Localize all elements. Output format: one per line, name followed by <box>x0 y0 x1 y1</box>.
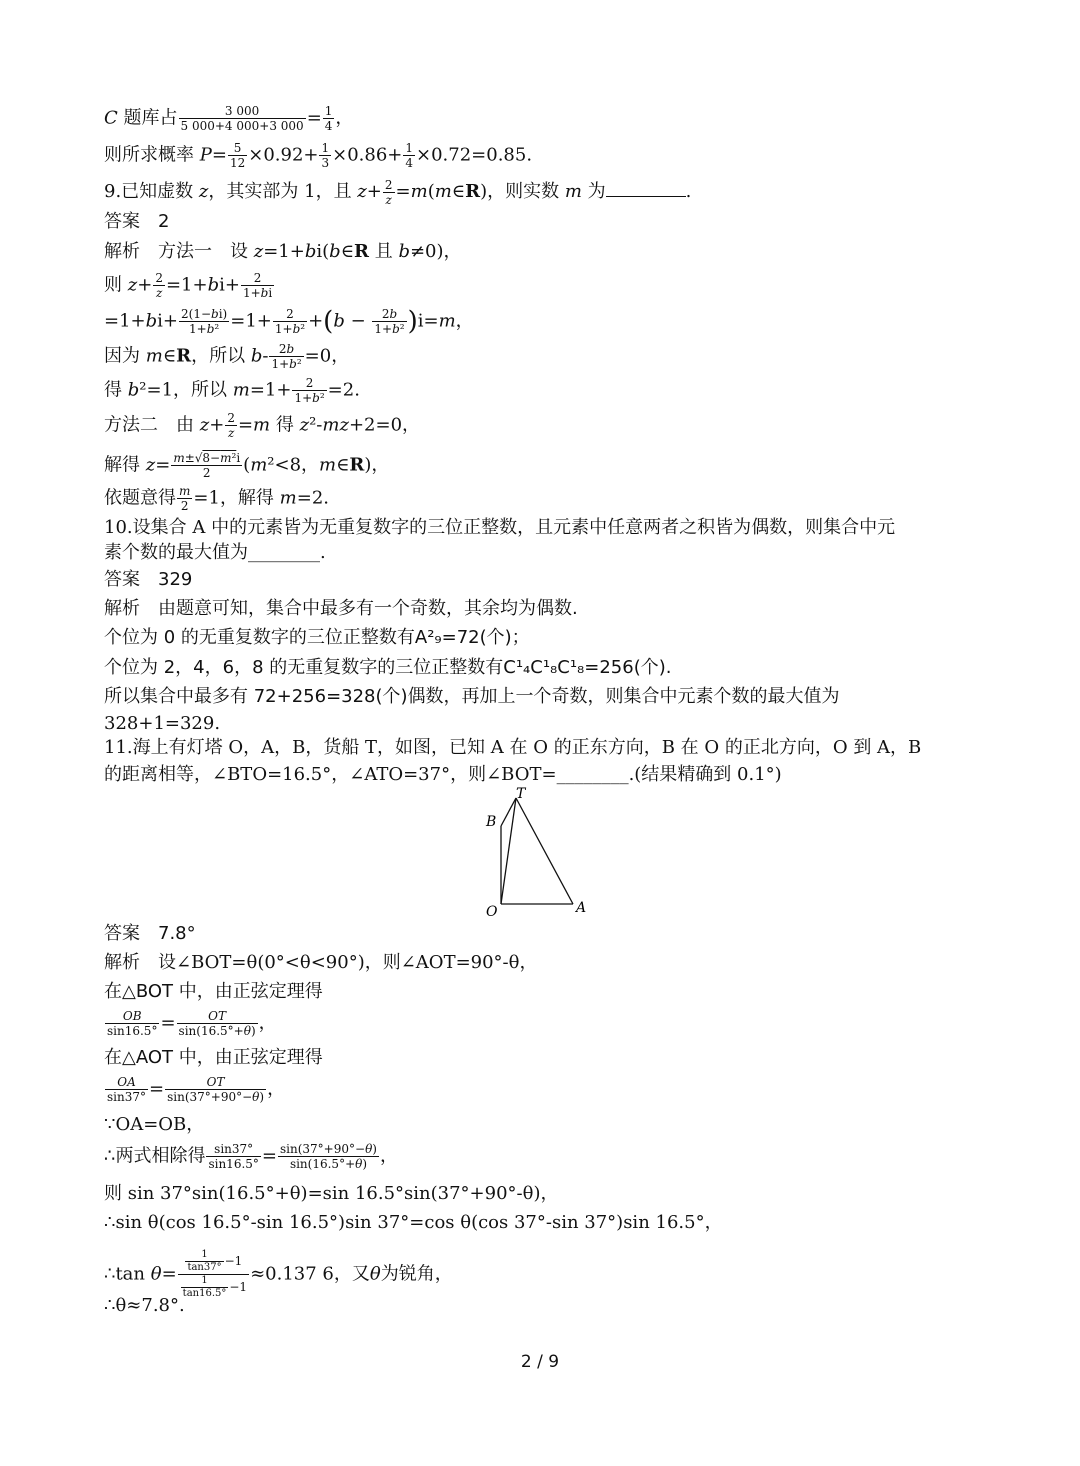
line-26: $\frac{OB}{\sin 16.5^\circ}$ = $\frac{OT}{\sin(16.5^\circ+\theta)}$ ， <box>107 1009 277 1038</box>
line-14 <box>104 541 326 565</box>
line-16 <box>104 597 578 621</box>
line-13 <box>104 516 895 540</box>
line-22-text: 的距离相等，∠BTO=16.5°，∠ATO=37°，则∠BOT=________.(结果精确到 0.1°) <box>104 764 782 785</box>
line-2: 则所求概率 P= $\frac{5}{12}$ ×0.92+ $\frac{1}{3}$ ×0.86+ $\frac{1}{4}$ ×0.72=0.85. <box>104 141 533 170</box>
line-31 <box>104 1182 558 1206</box>
line-24-text: 解析 设∠BOT=θ(0°<θ<90°)，则∠AOT=90°-θ， <box>104 952 538 973</box>
line-23 <box>104 922 196 946</box>
line-5: 解析 方法一 设 z=1+bi(b∈R 且 b≠0)， <box>104 241 462 262</box>
segment-AT <box>516 798 573 904</box>
line-34-text: ∴θ≈7.8°. <box>104 1295 185 1316</box>
line-14-text: 素个数的最大值为________. <box>104 542 326 563</box>
line-21-text: 11.海上有灯塔 O，A，B，货船 T，如图，已知 A 在 O 的正东方向，B 在 O 的正北方向，O 到 A，B <box>104 737 922 758</box>
label-B: B <box>486 814 497 830</box>
line-19 <box>104 685 840 709</box>
line-23-text: 答案 7.8° <box>104 923 196 944</box>
line-7: =1+bi+ $\frac{2(1-bi)}{\text{1+b²}}$ =1+ $\frac{2}{\text{1+b²}}$ +(b − $\frac{2b}{\text{1+b²}}$ )i=m， <box>104 306 474 337</box>
line-9: 得 b²=1，所以 m=1+ $\frac{2}{\text{1+b²}}$ =2. <box>104 376 360 405</box>
line-27-text: 在△AOT 中，由正弦定理得 <box>104 1047 323 1068</box>
line-34 <box>104 1294 185 1318</box>
line-11: 解得 z= $\frac{\text{m±√8−m²i}}{2}$ (m²<8，m∈R)， <box>104 451 390 480</box>
line-20 <box>104 712 220 736</box>
line-12: 依题意得 $\frac{m}{2}$ =1，解得 m=2. <box>104 484 330 513</box>
line-33: ∴tan θ= $\frac{1}{\tan 37^\circ}$ −1 $\frac{1}{\tan 16.5^\circ}$ −1 ≈0.137 6，又θ为锐角， <box>104 1249 453 1299</box>
label-O: O <box>486 904 498 920</box>
line-1: C 题库占 $\frac{3 000}{5 000+4 000+3 000}$ = $\frac{1}{4}$ ， <box>104 104 354 133</box>
line-25 <box>104 980 323 1004</box>
line-22 <box>104 763 782 787</box>
line-32-text: ∴sin θ(cos 16.5°-sin 16.5°)sin 37°=cos θ(cos 37°-sin 37°)sin 16.5°， <box>104 1212 723 1233</box>
line-6: 则 z+ $\frac{2}{z}$ =1+bi+ $\frac{2}{1+bi}$ <box>104 271 273 300</box>
line-31-text: 则 sin 37°sin(16.5°+θ)=sin 16.5°sin(37°+90°-θ)， <box>104 1183 559 1204</box>
label-A: A <box>576 900 587 916</box>
line-28: $\frac{OA}{\sin 37^\circ}$ = $\frac{OT}{\sin(37^\circ+90^\circ-\theta)}$ ， <box>107 1075 286 1104</box>
line-15-text: 答案 329 <box>104 569 193 590</box>
line-21 <box>104 736 921 760</box>
line-17-text: 个位为 0 的无重复数字的三位正整数有A²₉=72(个)； <box>104 627 530 648</box>
line-18-text: 个位为 2，4，6，8 的无重复数字的三位正整数有C¹₄C¹₈C¹₈=256(个). <box>104 657 672 678</box>
line-29-text: ∵OA=OB， <box>104 1114 205 1135</box>
line-17 <box>104 626 530 650</box>
segment-OT <box>501 798 516 904</box>
label-T: T <box>516 786 526 802</box>
line-4-text: 答案 2 <box>104 211 170 232</box>
line-24 <box>104 951 537 975</box>
line-10: 方法二 由 z+ $\frac{2}{z}$ =m 得 z²-mz+2=0， <box>104 411 421 440</box>
line-4 <box>104 210 169 234</box>
line-3: 9.已知虚数 z，其实部为 1，且 z+ $\frac{2}{z}$ =m(m∈R)，则实数 m 为 . <box>104 177 692 207</box>
line-13-text: 10.设集合 A 中的元素皆为无重复数字的三位正整数，且元素中任意两者之积皆为偶数，则集合中元 <box>104 517 896 538</box>
line-27 <box>104 1046 323 1070</box>
line-29 <box>104 1113 204 1137</box>
line-16-text: 解析 由题意可知，集合中最多有一个奇数，其余均为偶数. <box>104 598 578 619</box>
line-20-text: 328+1=329. <box>104 713 221 734</box>
page-number: 2 / 9 <box>520 1352 560 1372</box>
line-18 <box>104 656 671 680</box>
line-32 <box>104 1211 723 1235</box>
line-15 <box>104 568 192 592</box>
lighthouse-figure <box>470 782 610 922</box>
line-30: ∴两式相除得 $\frac{\sin 37^\circ}{\sin 16.5^\circ}$ = $\frac{\sin(37^\circ+90^\circ-\theta)}{\sin(16.5^\circ+\theta)}$ ， <box>104 1142 398 1171</box>
line-8: 因为 m∈R，所以 b- $\frac{2b}{\text{1+b²}}$ =0， <box>104 342 350 371</box>
line-19-text: 所以集合中最多有 72+256=328(个)偶数，再加上一个奇数，则集合中元素个数的最大值为 <box>104 686 840 707</box>
line-25-text: 在△BOT 中，由正弦定理得 <box>104 981 323 1002</box>
